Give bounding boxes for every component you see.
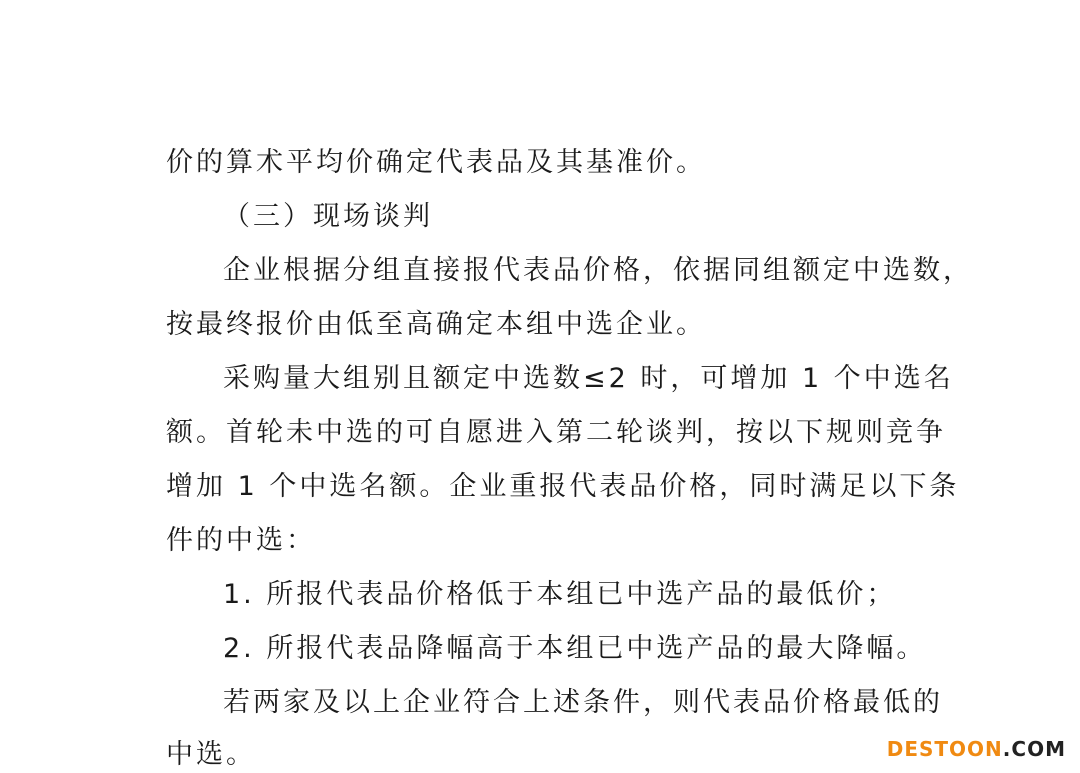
- body-line-5: 采购量大组别且额定中选数≤2 时，可增加 1 个中选名: [223, 363, 954, 394]
- body-line-4: 按最终报价由低至高确定本组中选企业。: [166, 309, 706, 340]
- watermark-logo: [887, 737, 1066, 761]
- list-item-1: 1. 所报代表品价格低于本组已中选产品的最低价；: [223, 579, 897, 610]
- body-line-8: 件的中选：: [166, 525, 316, 556]
- body-line-1: 价的算术平均价确定代表品及其基准价。: [166, 147, 706, 178]
- body-line-7: 增加 1 个中选名额。企业重报代表品价格，同时满足以下条: [166, 471, 960, 502]
- body-line-12: 中选。: [166, 739, 256, 770]
- section-heading: （三）现场谈判: [223, 201, 433, 232]
- body-line-3: 企业根据分组直接报代表品价格，依据同组额定中选数，: [223, 255, 973, 286]
- list-item-2: 2. 所报代表品降幅高于本组已中选产品的最大降幅。: [223, 633, 927, 664]
- watermark-brand: DESTOON: [886, 737, 1003, 761]
- body-line-11: 若两家及以上企业符合上述条件，则代表品价格最低的: [223, 687, 943, 718]
- body-line-6: 额。首轮未中选的可自愿进入第二轮谈判，按以下规则竞争: [166, 417, 946, 448]
- watermark-dot: .: [1002, 737, 1012, 761]
- watermark-tld: COM: [1011, 737, 1066, 761]
